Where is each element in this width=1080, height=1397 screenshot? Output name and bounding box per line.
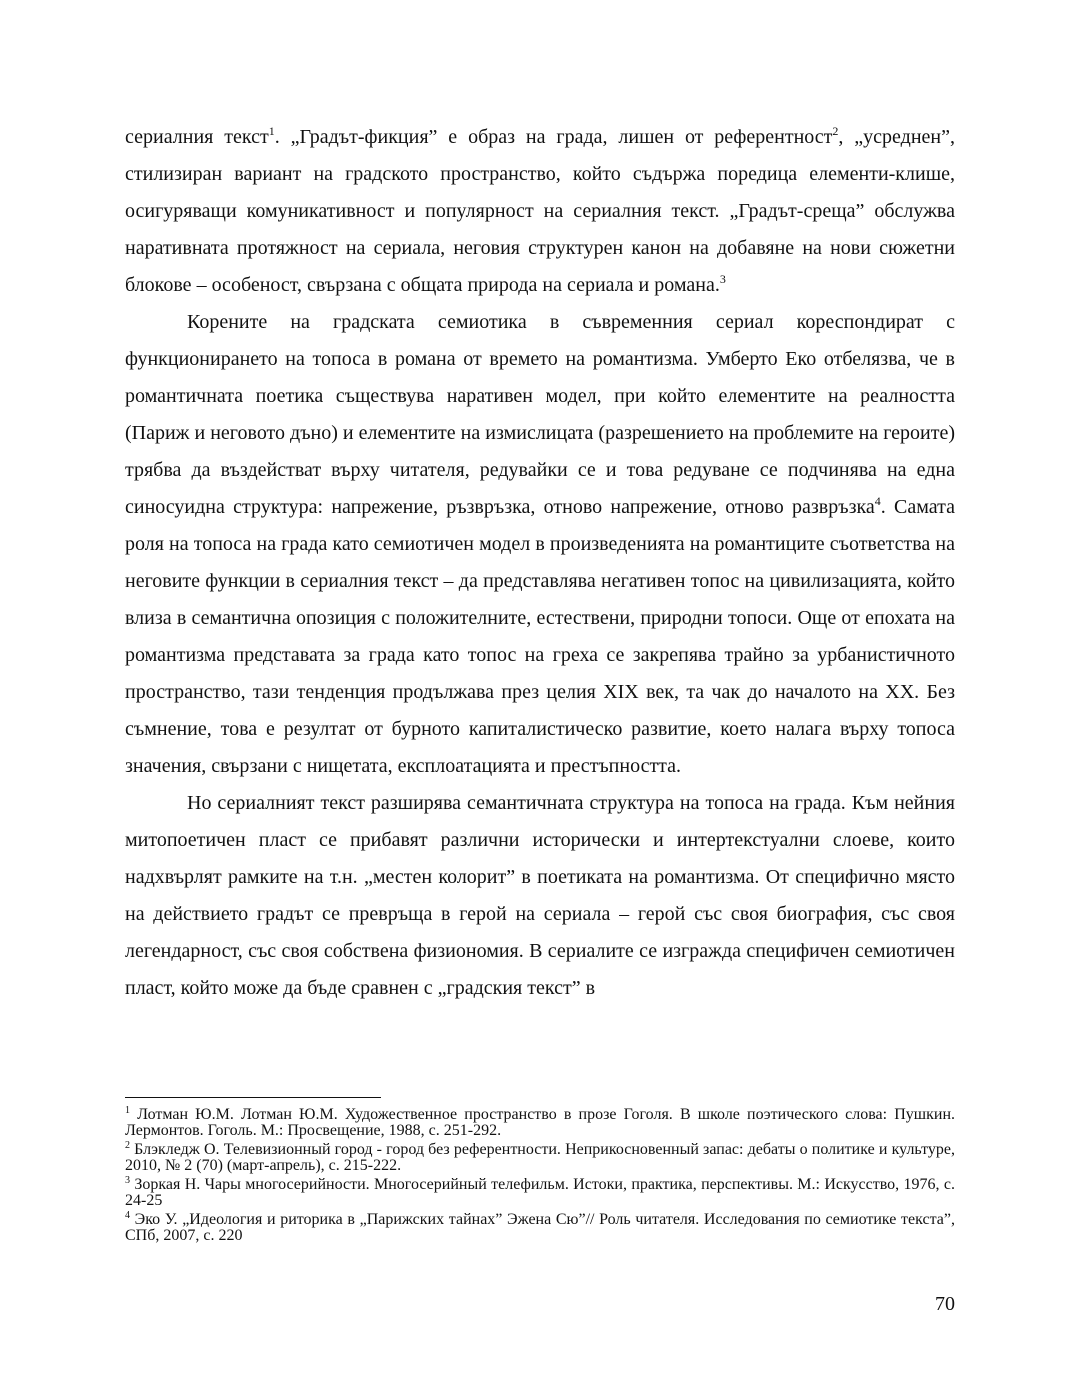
footnote-ref-3: 3 [719, 272, 726, 286]
footnote-1 [125, 1107, 955, 1139]
text-run: Но сериалният текст разширява семантичната структура на топоса на града. Към нейния митопоетичен пласт се прибавят различни исторически и интертекстуални слоеве, които надхвърлят рамките на т.н. „местен колорит” в поетиката на романтизма. От специфично място на действието градът се превръща в герой на сериала – герой със своя биография, със своя легендарност, със своя собствена физиономия. В сериалите се изгражда специфичен семиотичен пласт, който може да бъде сравнен с „градския текст” в [125, 792, 955, 999]
text-run: . „Градът-фикция” е образ на града, лишен от референтност [274, 126, 833, 148]
footnote-number: 2 [125, 1140, 130, 1151]
footnote-ref-1: 1 [268, 124, 275, 138]
text-run: , „усреднен”, стилизиран вариант на градското пространство, който съдържа поредица елементи-клише, осигуряващи комуникативност и популярност на сериалния текст. „Градът-среща” обслужва наративната протяжност на сериала, неговия структурен канон на добавяне на нови сюжетни блокове – особеност, свързана с общата природа на сериала и романа. [125, 126, 955, 296]
text-run: сериалния текст [125, 126, 269, 148]
footnote-number: 4 [125, 1210, 130, 1221]
paragraph-1 [125, 119, 955, 304]
paragraph-2 [125, 304, 955, 785]
footnote-text: Лотман Ю.М. Лотман Ю.М. Художественное пространство в прозе Гоголя. В школе поэтического слова: Пушкин. Лермонтов. Гоголь. М.: Просвещение, 1988, с. 251-292. [125, 1106, 955, 1139]
text-run: Корените на градската семиотика в съвременния сериал кореспондират с функционирането на топоса в романа от времето на романтизма. Умберто Еко отбелязва, че в романтичната поетика съществува наративен модел, при който елементите на реалността (Париж и неговото дъно) и елементите на измислицата (разрешението на проблемите на героите) трябва да въздействат върху читателя, редувайки се и това редуване се подчинява на една синосуидна структура: напрежение, ръзвръзка, отново напрежение, отново развръзка [125, 311, 955, 518]
paragraph-3 [125, 785, 955, 1007]
text-run: . Самата роля на топоса на града като семиотичен модел в произведенията на романтиците съответства на неговите функции в сериалния текст – да представлява негативен топос на цивилизацията, който влиза в семантична опозиция с положителните, естествени, природни топоси. Още от епохата на романтизма представата за града като топос на греха се закрепява трайно за урбанистичното пространство, тази тенденция продължава през целия XIX век, та чак до началото на XX. Без съмнение, това е резултат от бурното капиталистическо развитие, което налага върху топоса значения, свързани с нищетата, експлоатацията и престъпността. [125, 496, 955, 777]
footnote-2 [125, 1142, 955, 1174]
page-number: 70 [935, 1293, 955, 1315]
footnote-text: Зоркая Н. Чары многосерийности. Многосерийный телефильм. Истоки, практика, перспективы. М.: Искусство, 1976, с. 24-25 [125, 1176, 955, 1209]
footnote-text: Блэкледж О. Телевизионный город - город без референтности. Неприкосновенный запас: дебаты о политике и культуре, 2010, № 2 (70) (март-апрель), с. 215-222. [125, 1141, 955, 1174]
footnote-ref-2: 2 [832, 124, 839, 138]
footnote-4 [125, 1212, 955, 1244]
footnote-separator [125, 1097, 381, 1098]
footnotes [125, 1107, 955, 1247]
footnote-text: Эко У. „Идеология и риторика в „Парижских тайнах” Эжена Сю”// Роль читателя. Исследования по семиотике текста”, СПб, 2007, с. 220 [125, 1211, 955, 1244]
footnote-number: 3 [125, 1175, 130, 1186]
footnote-3 [125, 1177, 955, 1209]
footnote-ref-4: 4 [874, 494, 881, 508]
footnote-number: 1 [125, 1105, 130, 1116]
main-text [125, 119, 955, 1007]
